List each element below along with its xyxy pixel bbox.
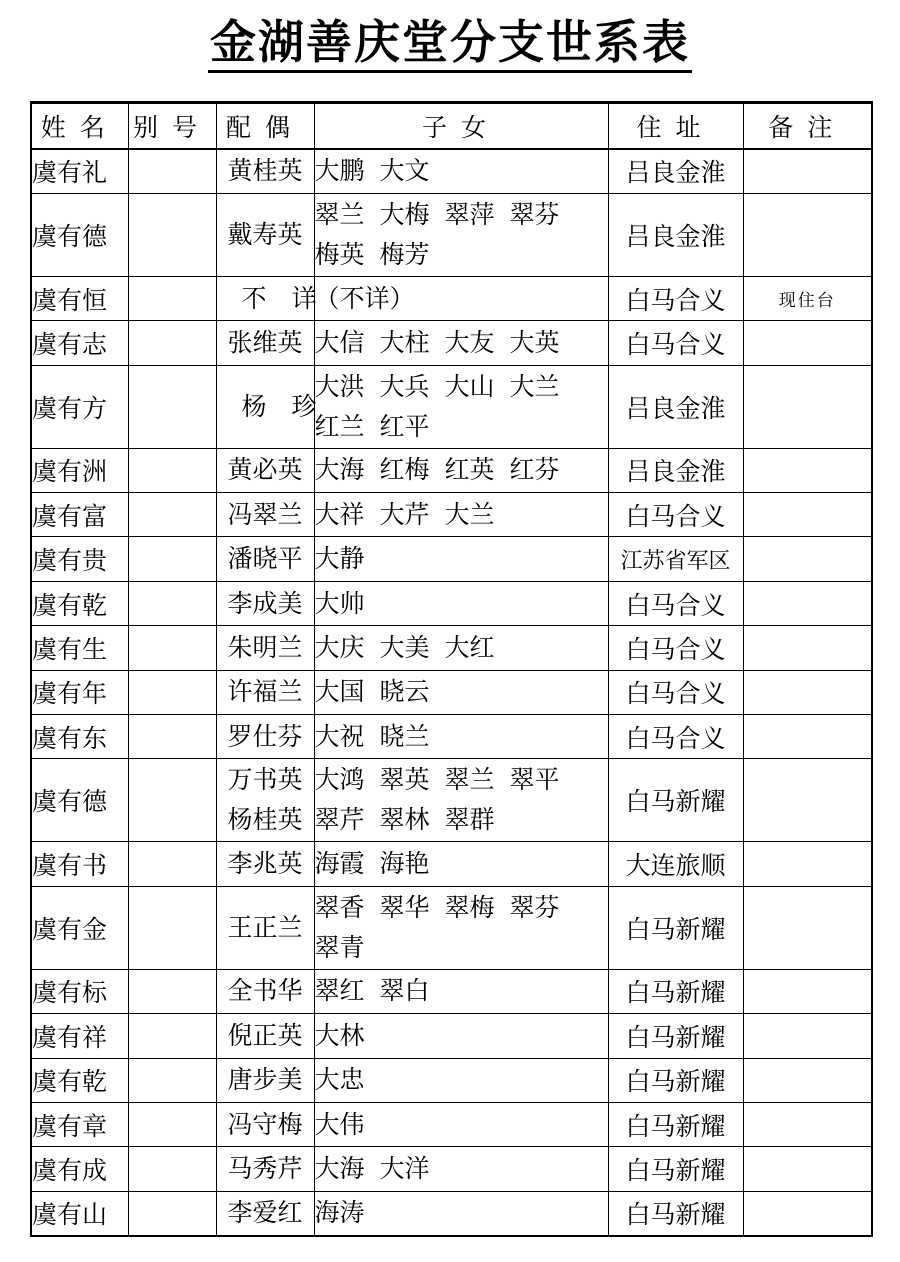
children-cell <box>314 969 608 1013</box>
person-name: 虞有祥 <box>31 1014 128 1058</box>
alias-cell <box>128 1102 216 1146</box>
children-line <box>315 195 608 235</box>
children-line <box>315 279 608 319</box>
child-name: 翠香 <box>314 892 365 922</box>
alias-cell <box>128 276 216 320</box>
address-cell: 白马合义 <box>608 670 743 714</box>
header-children: 子女 <box>314 103 608 150</box>
spouse-cell <box>216 1147 314 1191</box>
children-line <box>315 888 608 928</box>
children-line <box>315 407 608 447</box>
children-cell <box>314 448 608 492</box>
alias-cell <box>128 581 216 625</box>
child-name: 红英 <box>444 455 495 485</box>
spouse-cell <box>216 321 314 365</box>
alias-cell <box>128 759 216 842</box>
child-name: 大鸿 <box>314 765 365 795</box>
child-name: 海霞 <box>314 849 365 879</box>
children-line <box>315 584 608 624</box>
children-line <box>315 1016 608 1056</box>
child-name: 翠英 <box>379 765 430 795</box>
child-name: 翠芬 <box>509 199 560 229</box>
header-remark: 备注 <box>743 103 872 150</box>
child-name: 海艳 <box>379 849 430 879</box>
children-line <box>315 717 608 757</box>
table-row <box>31 276 872 320</box>
table-row <box>31 886 872 969</box>
children-line <box>315 800 608 840</box>
child-name: 红平 <box>379 411 430 441</box>
address-cell: 白马新耀 <box>608 1102 743 1146</box>
spouse-name: 不详 <box>241 283 342 313</box>
spouse-name: 黄桂英 <box>227 156 303 186</box>
table-row <box>31 493 872 537</box>
spouse-name: 朱明兰 <box>227 632 303 662</box>
spouse-name: 王正兰 <box>227 912 303 942</box>
spouse-name: 杨珍 <box>241 391 342 421</box>
spouse-cell <box>216 842 314 886</box>
table-row <box>31 149 872 193</box>
child-name: 翠兰 <box>314 199 365 229</box>
address-cell: 白马合义 <box>608 321 743 365</box>
address-cell: 吕良金淮 <box>608 193 743 276</box>
children-cell <box>314 321 608 365</box>
children-line <box>315 628 608 668</box>
child-name: 大鹏 <box>314 156 365 186</box>
address-cell: 白马新耀 <box>608 969 743 1013</box>
children-line <box>315 367 608 407</box>
spouse-name: 杨桂英 <box>227 805 303 835</box>
spouse-cell <box>216 715 314 759</box>
child-name: 翠平 <box>509 765 560 795</box>
children-cell <box>314 365 608 448</box>
person-name: 虞有书 <box>31 842 128 886</box>
person-name: 虞有贵 <box>31 537 128 581</box>
address-cell: 吕良金淮 <box>608 365 743 448</box>
child-name: 大英 <box>509 327 560 357</box>
person-name: 虞有乾 <box>31 1058 128 1102</box>
remark-cell <box>743 626 872 670</box>
table-row <box>31 1102 872 1146</box>
alias-cell <box>128 626 216 670</box>
spouse-name: 李兆英 <box>227 849 303 879</box>
address-cell: 吕良金淮 <box>608 149 743 193</box>
child-name: 翠青 <box>314 932 365 962</box>
spouse-cell <box>216 759 314 842</box>
person-name: 虞有东 <box>31 715 128 759</box>
child-name: 大兵 <box>379 371 430 401</box>
table-row <box>31 581 872 625</box>
alias-cell <box>128 321 216 365</box>
remark-cell <box>743 759 872 842</box>
alias-cell <box>128 493 216 537</box>
alias-cell <box>128 365 216 448</box>
table-row <box>31 193 872 276</box>
child-name: 翠兰 <box>444 765 495 795</box>
person-name: 虞有乾 <box>31 581 128 625</box>
child-name: 大洪 <box>314 371 365 401</box>
address-cell: 白马合义 <box>608 715 743 759</box>
child-name: 海涛 <box>314 1198 365 1228</box>
child-name: 大兰 <box>444 499 495 529</box>
children-cell <box>314 1191 608 1235</box>
remark-cell <box>743 193 872 276</box>
child-name: 翠林 <box>379 805 430 835</box>
spouse-name: 万书英 <box>227 765 303 795</box>
alias-cell <box>128 1014 216 1058</box>
person-name: 虞有成 <box>31 1147 128 1191</box>
child-name: 大芹 <box>379 499 430 529</box>
child-name: 大帅 <box>314 588 365 618</box>
child-name: 大国 <box>314 677 365 707</box>
child-name: 大伟 <box>314 1109 365 1139</box>
table-row <box>31 1014 872 1058</box>
children-cell <box>314 626 608 670</box>
children-cell <box>314 193 608 276</box>
children-cell <box>314 670 608 714</box>
children-line <box>315 760 608 800</box>
spouse-cell <box>216 1058 314 1102</box>
child-name: 晓云 <box>379 677 430 707</box>
spouse-name: 许福兰 <box>227 677 303 707</box>
table-row <box>31 1147 872 1191</box>
address-cell: 白马新耀 <box>608 1191 743 1235</box>
person-name: 虞有章 <box>31 1102 128 1146</box>
child-name: （不详） <box>314 283 415 313</box>
spouse-cell <box>216 626 314 670</box>
table-row <box>31 448 872 492</box>
spouse-name: 唐步美 <box>227 1065 303 1095</box>
person-name: 虞有方 <box>31 365 128 448</box>
header-spouse: 配偶 <box>216 103 314 150</box>
person-name: 虞有恒 <box>31 276 128 320</box>
table-row <box>31 1058 872 1102</box>
person-name: 虞有志 <box>31 321 128 365</box>
children-line <box>315 450 608 490</box>
spouse-name: 黄必英 <box>227 455 303 485</box>
address-cell: 白马合义 <box>608 581 743 625</box>
child-name: 翠芹 <box>314 805 365 835</box>
child-name: 大梅 <box>379 199 430 229</box>
children-line <box>315 1060 608 1100</box>
children-cell <box>314 493 608 537</box>
spouse-name: 倪正英 <box>227 1020 303 1050</box>
children-cell <box>314 1147 608 1191</box>
child-name: 大柱 <box>379 327 430 357</box>
children-cell <box>314 581 608 625</box>
child-name: 大忠 <box>314 1065 365 1095</box>
table-row <box>31 842 872 886</box>
spouse-name: 马秀芹 <box>227 1154 303 1184</box>
child-name: 梅芳 <box>379 239 430 269</box>
child-name: 大林 <box>314 1020 365 1050</box>
child-name: 大友 <box>444 327 495 357</box>
child-name: 翠华 <box>379 892 430 922</box>
header-name: 姓名 <box>31 103 128 150</box>
child-name: 大洋 <box>379 1154 430 1184</box>
address-cell: 白马合义 <box>608 276 743 320</box>
person-name: 虞有礼 <box>31 149 128 193</box>
table-header-row <box>31 103 872 150</box>
spouse-cell <box>216 493 314 537</box>
remark-cell: 现住台 <box>743 276 872 320</box>
children-cell <box>314 715 608 759</box>
alias-cell <box>128 1058 216 1102</box>
child-name: 红梅 <box>379 455 430 485</box>
table-row <box>31 1191 872 1235</box>
remark-cell <box>743 1014 872 1058</box>
children-line <box>315 235 608 275</box>
genealogy-table <box>30 101 873 1237</box>
alias-cell <box>128 448 216 492</box>
spouse-name: 冯翠兰 <box>227 499 303 529</box>
remark-cell <box>743 581 872 625</box>
alias-cell <box>128 193 216 276</box>
remark-cell <box>743 1147 872 1191</box>
alias-cell <box>128 969 216 1013</box>
table-row <box>31 537 872 581</box>
child-name: 大文 <box>379 156 430 186</box>
person-name: 虞有富 <box>31 493 128 537</box>
alias-cell <box>128 1191 216 1235</box>
child-name: 翠红 <box>314 976 365 1006</box>
child-name: 大信 <box>314 327 365 357</box>
child-name: 翠白 <box>379 976 430 1006</box>
children-line <box>315 151 608 191</box>
children-line <box>315 1105 608 1145</box>
remark-cell <box>743 1102 872 1146</box>
table-row <box>31 759 872 842</box>
spouse-name: 潘晓平 <box>227 544 303 574</box>
address-cell: 白马新耀 <box>608 1147 743 1191</box>
alias-cell <box>128 886 216 969</box>
table-row <box>31 365 872 448</box>
person-name: 虞有年 <box>31 670 128 714</box>
header-alias: 别号 <box>128 103 216 150</box>
children-line <box>315 1193 608 1233</box>
children-line <box>315 971 608 1011</box>
children-line <box>315 1149 608 1189</box>
child-name: 翠群 <box>444 805 495 835</box>
children-cell <box>314 886 608 969</box>
children-cell <box>314 842 608 886</box>
address-cell: 吕良金淮 <box>608 448 743 492</box>
children-line <box>315 928 608 968</box>
alias-cell <box>128 842 216 886</box>
person-name: 虞有洲 <box>31 448 128 492</box>
children-cell <box>314 1102 608 1146</box>
child-name: 晓兰 <box>379 721 430 751</box>
address-cell: 白马新耀 <box>608 886 743 969</box>
remark-cell <box>743 448 872 492</box>
child-name: 大海 <box>314 1154 365 1184</box>
remark-cell <box>743 1058 872 1102</box>
spouse-cell <box>216 1102 314 1146</box>
address-cell: 白马合义 <box>608 493 743 537</box>
child-name: 红兰 <box>314 411 365 441</box>
remark-cell <box>743 365 872 448</box>
address-cell: 白马新耀 <box>608 1014 743 1058</box>
child-name: 大红 <box>444 632 495 662</box>
remark-cell <box>743 493 872 537</box>
children-cell <box>314 149 608 193</box>
children-line <box>315 323 608 363</box>
table-row <box>31 969 872 1013</box>
spouse-cell <box>216 276 342 320</box>
address-cell: 白马合义 <box>608 626 743 670</box>
alias-cell <box>128 715 216 759</box>
header-address: 住址 <box>608 103 743 150</box>
address-cell: 大连旅顺 <box>608 842 743 886</box>
child-name: 大海 <box>314 455 365 485</box>
children-cell <box>314 537 608 581</box>
remark-cell <box>743 149 872 193</box>
children-line <box>315 539 608 579</box>
children-line <box>315 672 608 712</box>
spouse-cell <box>216 149 314 193</box>
remark-cell <box>743 321 872 365</box>
person-name: 虞有标 <box>31 969 128 1013</box>
children-line <box>315 495 608 535</box>
table-row <box>31 321 872 365</box>
remark-cell <box>743 969 872 1013</box>
children-line <box>315 844 608 884</box>
table-row <box>31 715 872 759</box>
spouse-name: 全书华 <box>227 976 303 1006</box>
table-row <box>31 670 872 714</box>
child-name: 大兰 <box>509 371 560 401</box>
remark-cell <box>743 842 872 886</box>
table-row <box>31 626 872 670</box>
alias-cell <box>128 1147 216 1191</box>
spouse-cell <box>216 886 314 969</box>
address-cell: 白马新耀 <box>608 759 743 842</box>
child-name: 大静 <box>314 544 365 574</box>
page-title-wrapper <box>0 14 900 73</box>
children-cell <box>314 759 608 842</box>
spouse-cell <box>216 1191 314 1235</box>
person-name: 虞有山 <box>31 1191 128 1235</box>
child-name: 翠芬 <box>509 892 560 922</box>
spouse-name: 李爱红 <box>227 1198 303 1228</box>
spouse-cell <box>216 448 314 492</box>
children-cell <box>314 276 608 320</box>
spouse-name: 罗仕芬 <box>227 721 303 751</box>
spouse-name: 张维英 <box>227 327 303 357</box>
person-name: 虞有德 <box>31 759 128 842</box>
children-cell <box>314 1014 608 1058</box>
remark-cell <box>743 1191 872 1235</box>
address-cell: 白马新耀 <box>608 1058 743 1102</box>
child-name: 红芬 <box>509 455 560 485</box>
remark-cell <box>743 670 872 714</box>
table-body <box>31 149 872 1236</box>
children-cell <box>314 1058 608 1102</box>
remark-cell <box>743 715 872 759</box>
child-name: 大祝 <box>314 721 365 751</box>
spouse-cell <box>216 1014 314 1058</box>
spouse-cell <box>216 537 314 581</box>
alias-cell <box>128 537 216 581</box>
spouse-name: 李成美 <box>227 588 303 618</box>
spouse-cell <box>216 969 314 1013</box>
person-name: 虞有德 <box>31 193 128 276</box>
child-name: 大美 <box>379 632 430 662</box>
child-name: 大祥 <box>314 499 365 529</box>
page-title: 金湖善庆堂分支世系表 <box>208 14 692 73</box>
spouse-cell <box>216 670 314 714</box>
spouse-cell <box>216 193 314 276</box>
alias-cell <box>128 149 216 193</box>
alias-cell <box>128 670 216 714</box>
child-name: 翠萍 <box>444 199 495 229</box>
child-name: 梅英 <box>314 239 365 269</box>
child-name: 翠梅 <box>444 892 495 922</box>
remark-cell <box>743 886 872 969</box>
spouse-name: 戴寿英 <box>227 219 303 249</box>
spouse-name: 冯守梅 <box>227 1109 303 1139</box>
child-name: 大庆 <box>314 632 365 662</box>
child-name: 大山 <box>444 371 495 401</box>
remark-cell <box>743 537 872 581</box>
address-cell: 江苏省军区 <box>608 537 743 581</box>
person-name: 虞有生 <box>31 626 128 670</box>
spouse-cell <box>216 581 314 625</box>
person-name: 虞有金 <box>31 886 128 969</box>
